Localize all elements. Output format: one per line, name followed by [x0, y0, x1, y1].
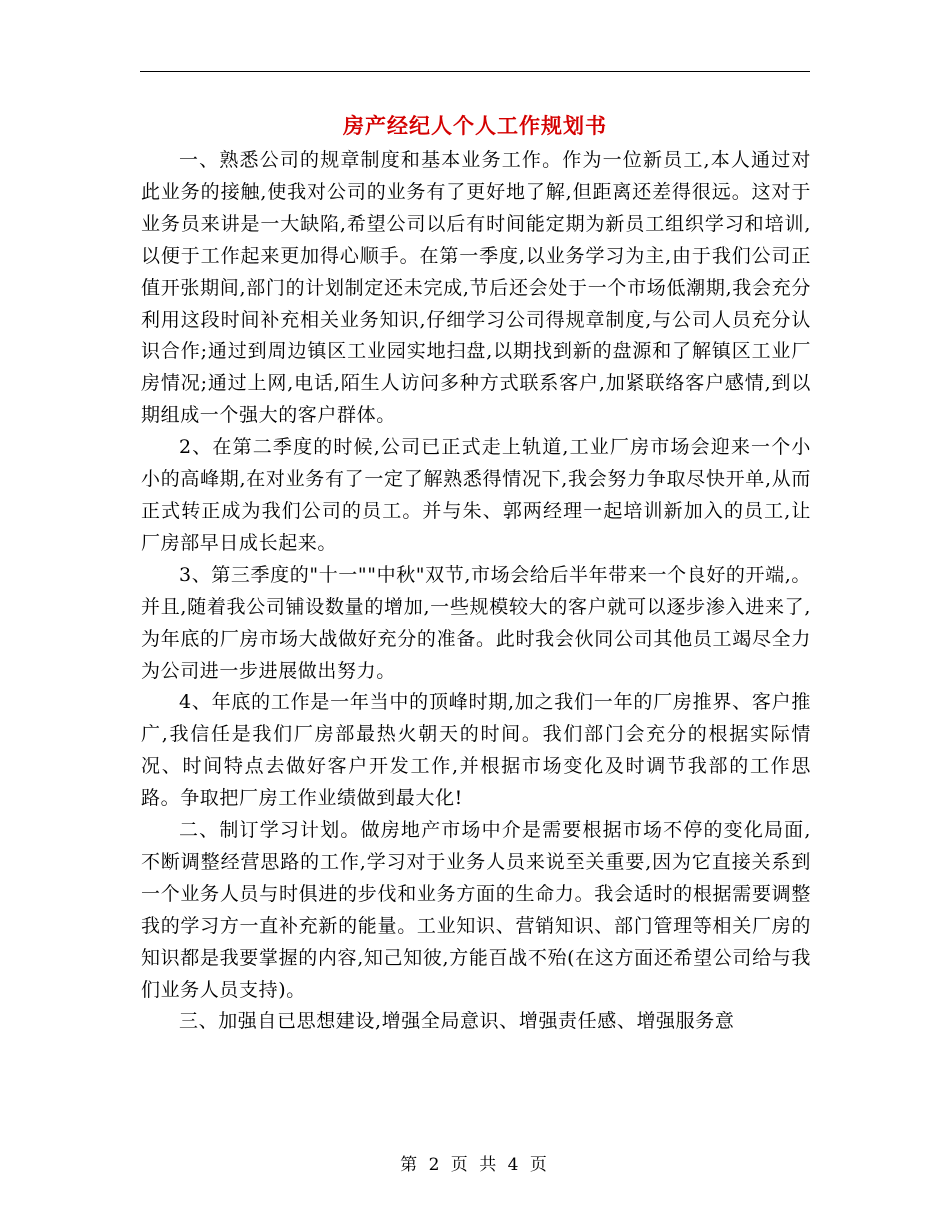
paragraph-section-3: 三、加强自已思想建设,增强全局意识、增强责任感、增强服务意 [179, 1010, 735, 1033]
paragraph-section-2: 二、制订学习计划。做房地产市场中介是需要根据市场不停的变化局面,不断调整经营思路的工作,学习对于业务人员来说至关重要,因为它直接关系到一个业务人员与时俱进的步伐和业务方面的生命力。我会适时的根据需要调整我的学习方一直补充新的能量。工业知识、营销知识、部门管理等相关厂房的知识都是我要掌握的内容,知己知彼,方能百战不殆(在这方面还希望公司给与我们业务人员支持)。 [141, 819, 811, 1001]
header-rule [140, 71, 810, 72]
paragraph-section-1: 一、熟悉公司的规章制度和基本业务工作。作为一位新员工,本人通过对此业务的接触,使我对公司的业务有了更好地了解,但距离还差得很远。这对于业务员来讲是一大缺陷,希望公司以后有时间能定期为新员工组织学习和培训,以便于工作起来更加得心顺手。在第一季度,以业务学习为主,由于我们公司正值开张期间,部门的计划制定还未完成,节后还会处于一个市场低潮期,我会充分利用这段时间补充相关业务知识,仔细学习公司得规章制度,与公司人员充分认识合作;通过到周边镇区工业园实地扫盘,以期找到新的盘源和了解镇区工业厂房情况;通过上网,电话,陌生人访问多种方式联系客户,加紧联络客户感情,到以期组成一个强大的客户群体。 [141, 149, 811, 427]
paragraph-item-2: 2、在第二季度的时候,公司已正式走上轨道,工业厂房市场会迎来一个小小的高峰期,在对业务有了一定了解熟悉得情况下,我会努力争取尽快开单,从而正式转正成为我们公司的员工。并与朱、郭两经理一起培训新加入的员工,让厂房部早日成长起来。 [141, 436, 811, 554]
document-body [141, 145, 811, 1038]
document-title: 房产经纪人个人工作规划书 [343, 113, 607, 138]
page-number-footer: 第 2 页 共 4 页 [400, 1155, 550, 1175]
paragraph-item-3: 3、第三季度的"十一""中秋"双节,市场会给后半年带来一个良好的开端,。并且,随着我公司铺设数量的增加,一些规模较大的客户就可以逐步渗入进来了,为年底的厂房市场大战做好充分的准备。此时我会伙同公司其他员工竭尽全力为公司进一步进展做出努力。 [141, 563, 811, 682]
paragraph-item-4: 4、年底的工作是一年当中的顶峰时期,加之我们一年的厂房推界、客户推广,我信任是我们厂房部最热火朝天的时间。我们部门会充分的根据实际情况、时间特点去做好客户开发工作,并根据市场变化及时调节我部的工作思路。争取把厂房工作业绩做到最大化! [141, 691, 811, 810]
